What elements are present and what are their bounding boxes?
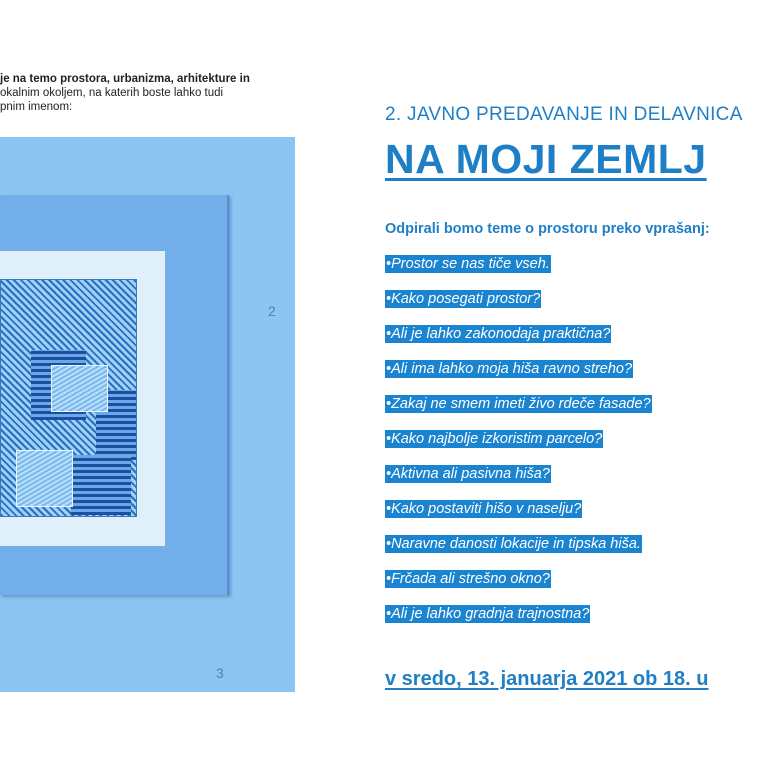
questions-lead: Odpirali bomo teme o prostoru preko vprašanj: — [385, 221, 710, 237]
event-title: NA MOJI ZEMLJ — [385, 136, 707, 182]
question-item: •Ali je lahko zakonodaja praktična? — [386, 326, 611, 342]
intro-line-3: pnim imenom: — [0, 101, 73, 113]
question-item: •Frčada ali strešno okno? — [386, 571, 550, 587]
question-item: •Aktivna ali pasivna hiša? — [386, 466, 550, 482]
question-item: •Ali ima lahko moja hiša ravno streho? — [386, 361, 633, 377]
picture-mat — [0, 251, 165, 546]
question-item: •Kako posegati prostor? — [386, 291, 541, 307]
intro-line-2: okalnim okoljem, na katerih boste lahko tudi — [0, 87, 224, 99]
question-item: •Ali je lahko gradnja trajnostna? — [386, 606, 590, 622]
question-item: •Zakaj ne smem imeti živo rdeče fasade? — [386, 396, 651, 412]
houses-drawing — [0, 279, 137, 517]
event-subtitle: 2. JAVNO PREDAVANJE IN DELAVNICA — [385, 104, 743, 125]
event-date: v sredo, 13. januarja 2021 ob 18. u — [385, 668, 709, 690]
label-3: 3 — [216, 665, 224, 681]
artwork-photo — [0, 137, 295, 692]
question-item: •Prostor se nas tiče vseh. — [386, 256, 550, 272]
question-item: •Kako postaviti hišo v naselju? — [386, 501, 582, 517]
intro-line-1: je na temo prostora, urbanizma, arhitekture in — [0, 73, 250, 85]
picture-frame — [0, 195, 229, 595]
question-item: •Kako najbolje izkoristim parcelo? — [386, 431, 603, 447]
label-2: 2 — [268, 303, 276, 319]
intro-text — [0, 72, 250, 114]
question-item: •Naravne danosti lokacije in tipska hiša. — [386, 536, 641, 552]
